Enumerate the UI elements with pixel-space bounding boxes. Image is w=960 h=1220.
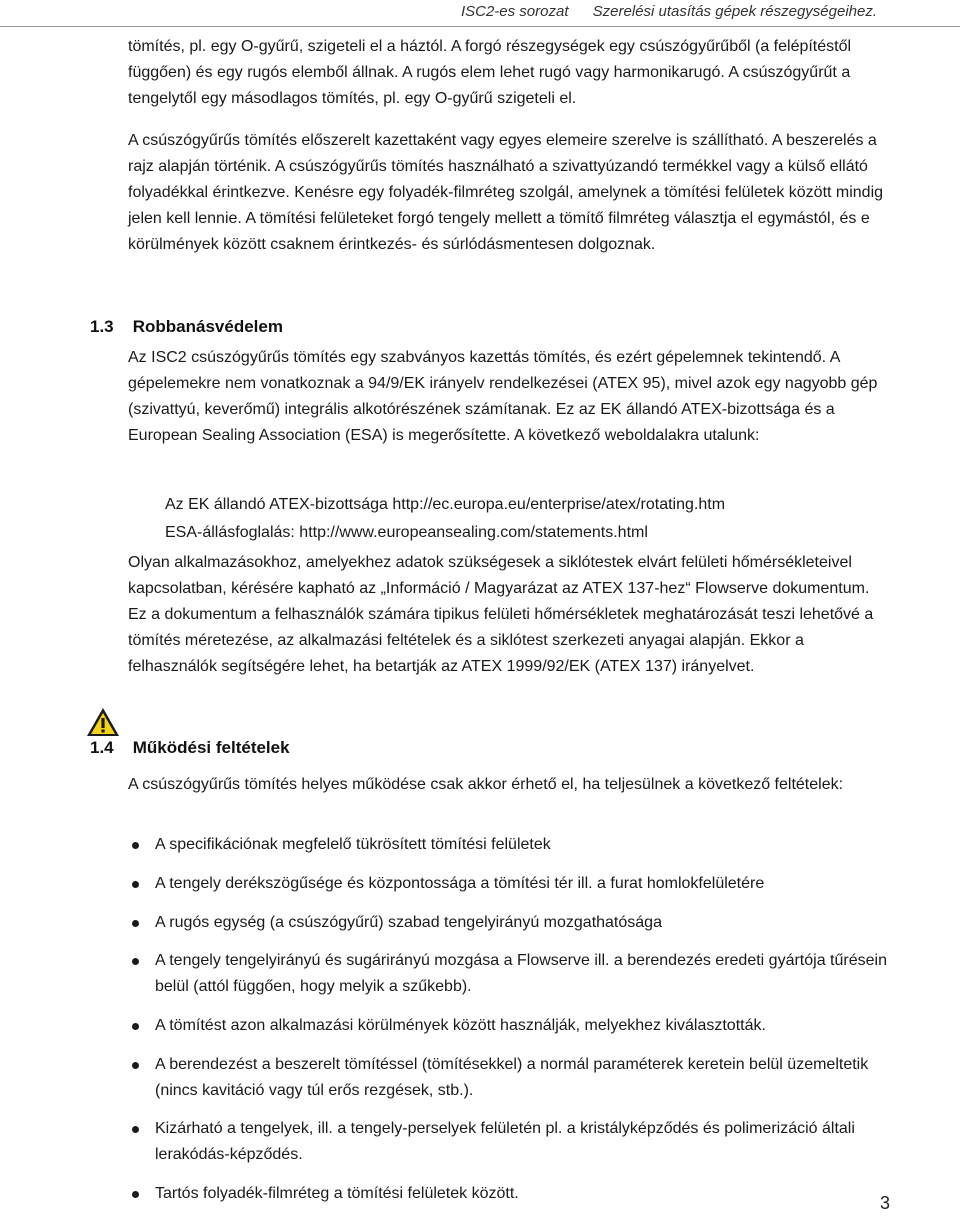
paragraph-conditions-intro: A csúszógyűrűs tömítés helyes működése csak akkor érhető el, ha teljesülnek a következő feltételek: xyxy=(128,776,844,793)
link-atex-committee: Az EK állandó ATEX-bizottsága http://ec.europa.eu/enterprise/atex/rotating.htm xyxy=(165,496,726,513)
section-heading-1-4 xyxy=(90,738,290,758)
warning-triangle-icon xyxy=(86,707,120,737)
list-item: A tömítést azon alkalmazási körülmények között használják, melyekhez kiválasztották. xyxy=(128,1013,888,1039)
section-number: 1.3 xyxy=(90,317,114,336)
link-esa-statement: ESA-állásfoglalás: http://www.europeansealing.com/statements.html xyxy=(165,524,648,541)
list-item: Tartós folyadék-filmréteg a tömítési felületek között. xyxy=(128,1181,888,1207)
section-number: 1.4 xyxy=(90,738,114,757)
section-title: Működési feltételek xyxy=(132,738,290,757)
section-title: Robbanásvédelem xyxy=(132,317,283,336)
list-item: A tengely derékszögűsége és központossága a tömítési tér ill. a furat homlokfelületére xyxy=(128,871,888,897)
header-subtitle: Szerelési utasítás gépek részegységeihez. xyxy=(592,3,877,20)
paragraph-cartridge: A csúszógyűrűs tömítés előszerelt kazettaként vagy egyes elemeire szerelve is szállítható. A beszerelés a rajz alapján történik. A csúszógyűrűs tömítés használható a szivattyúzandó termékkel vagy a külső ellátó folyadékkal érintkezve. Kenésre egy folyadék-filmréteg szolgál, amelynek a tömítési felületek között mindig jelen kell lennie. A tömítési felületeket forgó tengely mellett a tömítő filmréteg választja el egymástól, és e körülmények között csaknem érintkezés- és súrlódásmentesen dolgoznak. xyxy=(128,132,884,253)
list-item: Kizárható a tengelyek, ill. a tengely-perselyek felületén pl. a kristályképződés és polimerizáció általi lerakódás-képződés. xyxy=(128,1116,888,1168)
paragraph-explosion: Az ISC2 csúszógyűrűs tömítés egy szabványos kazettás tömítés, és ezért gépelemnek tekintendő. A gépelemekre nem vonatkoznak a 94/9/EK irányelv rendelkezései (ATEX 95), mivel azok egy nagyobb gép (szivattyú, keverőmű) integrális alkotórészének számítanak. Ez az EK állandó ATEX-bizottsága és a European Sealing Association (ESA) is megerősítette. A következő weboldalakra utalunk: xyxy=(128,349,878,444)
list-item: A berendezést a beszerelt tömítéssel (tömítésekkel) a normál paraméterek keretein belül üzemeltetik (nincs kavitáció vagy túl erős rezgések, stb.). xyxy=(128,1052,888,1104)
conditions-list xyxy=(128,832,888,1220)
paragraph-intro: tömítés, pl. egy O-gyűrű, szigeteli el a háztól. A forgó részegységek egy csúszógyűrűből (a felépítéstől függően) és egy rugós elemből állnak. A rugós elem lehet rugó vagy harmonikarugó. A csúszógyűrűt a tengelytől egy másodlagos tömítés, pl. egy O-gyűrű szigeteli el. xyxy=(128,38,852,107)
page-number: 3 xyxy=(879,1193,890,1213)
section-heading-1-3 xyxy=(90,317,283,337)
header-rule xyxy=(0,26,960,27)
running-header xyxy=(461,3,877,20)
list-item: A specifikációnak megfelelő tükrösített tömítési felületek xyxy=(128,832,888,858)
paragraph-atex137: Olyan alkalmazásokhoz, amelyekhez adatok szükségesek a siklótestek elvárt felületi hőmérsékleteivel kapcsolatban, kérésére kapható az „Információ / Magyarázat az ATEX 137-hez“ Flowserve dokumentum. Ez a dokumentum a felhasználók számára tipikus felületi hőmérsékletek meghatározását teszi lehetővé a tömítés méretezése, az alkalmazási feltételek és a siklótest szerkezeti anyagai alapján. Ekkor a felhasználók segítségére lehet, ha betartják az ATEX 1999/92/EK (ATEX 137) irányelvet. xyxy=(128,554,874,675)
header-series: ISC2-es sorozat xyxy=(460,3,569,20)
list-item: A tengely tengelyirányú és sugárirányú mozgása a Flowserve ill. a berendezés eredeti gyártója tűrésein belül (attól függően, hogy melyik a szűkebb). xyxy=(128,948,888,1000)
list-item: A rugós egység (a csúszógyűrű) szabad tengelyirányú mozgathatósága xyxy=(128,910,888,936)
